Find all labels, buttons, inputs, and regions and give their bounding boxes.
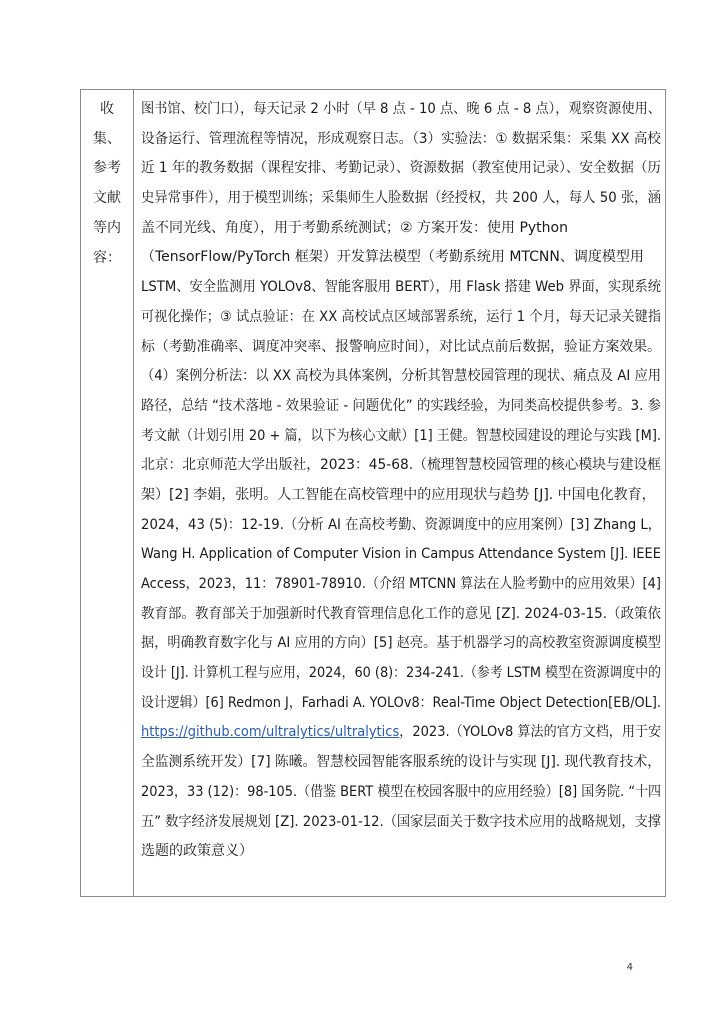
text-line-content: 据，明确教育数字化与 AI 应用的方向）[5] 赵亮。基于机器学习的高校教室资源调度模型 bbox=[141, 635, 661, 652]
text-line-content: 近 1 年的教务数据（课程安排、考勤记录）、资源数据（教室使用记录）、安全数据（历 bbox=[141, 160, 661, 177]
text-line-content: （4）案例分析法：以 XX 高校为具体案例，分析其智慧校园管理的现状、痛点及 AI 应用 bbox=[141, 368, 661, 385]
section-label bbox=[81, 95, 133, 273]
text-line-content: 2024，43 (5)：12-19.（分析 AI 在高校考勤、资源调度中的应用案例）[3] Zhang L， bbox=[141, 516, 661, 533]
text-line-content: 可视化操作；③ 试点验证：在 XX 高校试点区域部署系统，运行 1 个月，每天记录关键指 bbox=[141, 308, 661, 325]
label-line: 集、 bbox=[93, 130, 121, 147]
text-line bbox=[141, 837, 661, 867]
text-line bbox=[141, 629, 661, 659]
text-line bbox=[141, 303, 661, 333]
text-line-content: 标（考勤准确率、调度冲突率、报警响应时间），对比试点前后数据，验证方案效果。 bbox=[141, 338, 661, 355]
label-line: 收 bbox=[100, 101, 114, 117]
text-line-content: 北京：北京师范大学出版社，2023：45-68.（梳理智慧校园管理的核心模块与建设框 bbox=[141, 457, 661, 474]
column-divider bbox=[133, 90, 134, 896]
text-line-content: 架）[2] 李娟，张明。人工智能在高校管理中的应用现状与趋势 [J]. 中国电化教育， bbox=[141, 486, 656, 503]
text-line bbox=[141, 125, 661, 155]
text-line bbox=[141, 362, 661, 392]
label-line: 参考 bbox=[93, 160, 121, 177]
text-line bbox=[141, 273, 661, 303]
text-line-content: 盖不同光线、角度），用于考勤系统测试；② 方案开发：使用 Python bbox=[141, 219, 568, 236]
text-line-content: 路径，总结 “技术落地 - 效果验证 - 问题优化” 的实践经验，为同类高校提供参考。3. 参 bbox=[141, 397, 661, 414]
text-line-with-link bbox=[141, 718, 661, 748]
text-line bbox=[141, 659, 661, 689]
label-line: 容： bbox=[93, 249, 121, 266]
text-line bbox=[141, 154, 661, 184]
text-line bbox=[141, 600, 661, 630]
github-link[interactable]: https://github.com/ultralytics/ultralytics bbox=[141, 724, 400, 741]
text-line-content: 图书馆、校门口），每天记录 2 小时（早 8 点 - 10 点、晚 6 点 - 8 点），观察资源使用、 bbox=[141, 101, 661, 117]
text-line-content bbox=[141, 718, 661, 748]
text-line bbox=[141, 95, 661, 125]
form-table bbox=[80, 89, 666, 897]
text-line-content: Wang H. Application of Computer Vision in Campus Attendance System [J]. IEEE bbox=[141, 546, 661, 563]
text-line bbox=[141, 422, 661, 452]
page-number: 4 bbox=[626, 962, 633, 973]
section-content bbox=[141, 95, 661, 867]
text-line bbox=[141, 392, 661, 422]
text-line bbox=[141, 481, 661, 511]
text-line bbox=[141, 184, 661, 214]
text-line bbox=[141, 748, 661, 778]
text-line bbox=[141, 778, 661, 808]
text-line bbox=[141, 570, 661, 600]
text-line-content: 设备运行、管理流程等情况，形成观察日志。（3）实验法：① 数据采集：采集 XX 高校 bbox=[141, 130, 661, 147]
text-line bbox=[141, 511, 661, 541]
text-line-content: 教育部。教育部关于加强新时代教育管理信息化工作的意见 [Z]. 2024-03-15.（政策依 bbox=[141, 605, 661, 622]
text-line-content: 五” 数字经济发展规划 [Z]. 2023-01-12.（国家层面关于数字技术应用的战略规划，支撑 bbox=[141, 813, 661, 830]
text-line-content: （TensorFlow/PyTorch 框架）开发算法模型（考勤系统用 MTCNN、调度模型用 bbox=[141, 249, 644, 266]
link-line-rest: ，2023.（YOLOv8 算法的官方文档，用于安 bbox=[399, 724, 661, 741]
text-line-content: 设计 [J]. 计算机工程与应用，2024，60 (8)：234-241.（参考 LSTM 模型在资源调度中的 bbox=[141, 665, 661, 682]
text-line bbox=[141, 689, 661, 719]
text-line bbox=[141, 333, 661, 363]
text-line-content: 全监测系统开发）[7] 陈曦。智慧校园智能客服系统的设计与实现 [J]. 现代教育技术， bbox=[141, 754, 661, 771]
text-line-content: LSTM、安全监测用 YOLOv8、智能客服用 BERT），用 Flask 搭建 Web 界面，实现系统 bbox=[141, 279, 661, 296]
label-line: 等内 bbox=[93, 219, 121, 236]
text-line bbox=[141, 808, 661, 838]
label-line: 文献 bbox=[93, 190, 121, 207]
text-line bbox=[141, 214, 661, 244]
text-line-content: 考文献（计划引用 20 + 篇，以下为核心文献）[1] 王健。智慧校园建设的理论与实践 [M]. bbox=[141, 427, 661, 444]
text-line-content: Access，2023，11：78901-78910.（介绍 MTCNN 算法在人脸考勤中的应用效果）[4] bbox=[141, 576, 661, 592]
text-line bbox=[141, 540, 661, 570]
text-line-content: 选题的政策意义） bbox=[141, 843, 253, 860]
text-line-content: 史异常事件），用于模型训练；采集师生人脸数据（经授权，共 200 人，每人 50 张，涵 bbox=[141, 190, 661, 207]
text-line-content: 设计逻辑）[6] Redmon J，Farhadi A. YOLOv8：Real-Time Object Detection[EB/OL]. bbox=[141, 694, 661, 711]
text-line bbox=[141, 243, 661, 273]
text-line-content: 2023，33 (12)：98-105.（借鉴 BERT 模型在校园客服中的应用经验）[8] 国务院. “十四 bbox=[141, 783, 661, 800]
text-line bbox=[141, 451, 661, 481]
